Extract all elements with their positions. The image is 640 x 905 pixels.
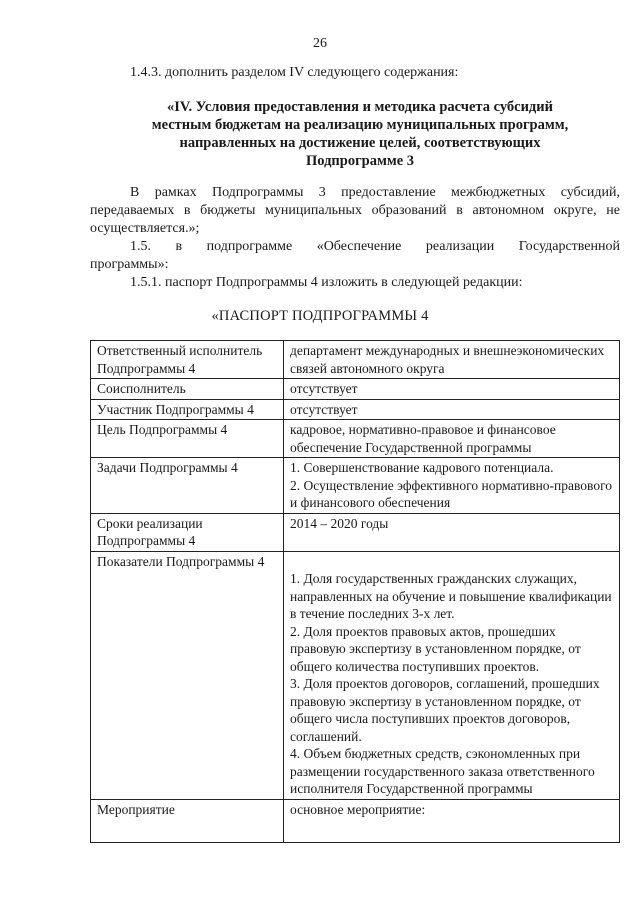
section-heading [100,98,620,170]
passport-value-line: отсутствует [290,381,358,396]
passport-value [284,458,620,514]
passport-value-line: 2014 – 2020 годы [290,515,389,531]
passport-value [284,341,620,379]
passport-label: Участник Подпрограммы 4 [91,399,284,420]
passport-value-spacer [290,553,613,571]
section-heading-line-2: местным бюджетам на реализацию муниципальных программ, [151,117,569,133]
section-heading-line-3: направленных на достижение целей, соответствующих [179,135,541,151]
section-heading-line-1: «IV. Условия предоставления и методика расчета субсидий [167,99,553,115]
passport-label: Задачи Подпрограммы 4 [91,458,284,514]
passport-value-line: 1. Доля государственных гражданских служащих, направленных на обучение и повышение квалификации в течение последних 3-х лет. [290,571,612,621]
section-heading-line-4: Подпрограмме 3 [305,153,415,169]
passport-row-tasks [91,458,620,514]
passport-label: Мероприятие [91,799,284,842]
passport-row-responsible [91,341,620,379]
passport-value-line: кадровое, нормативно-правовое и финансовое обеспечение Государственной программы [290,422,556,455]
item-1-5-1: 1.5.1. паспорт Подпрограммы 4 изложить в следующей редакции: [130,275,523,290]
passport-label: Цель Подпрограммы 4 [91,420,284,458]
item-1-4-3: 1.4.3. дополнить разделом IV следующего содержания: [130,65,459,80]
passport-value-line: основное мероприятие: [290,801,426,817]
passport-title: «ПАСПОРТ ПОДПРОГРАММЫ 4 [211,308,429,324]
passport-row-goal [91,420,620,458]
passport-table [90,340,620,843]
passport-value [284,420,620,458]
passport-label: Соисполнитель [91,379,284,400]
page-number: 26 [313,36,327,51]
passport-row-activity [91,799,620,842]
passport-value [284,379,620,400]
passport-label: Сроки реализации Подпрограммы 4 [91,513,284,551]
passport-value-line: 1. Совершенствование кадрового потенциала. [290,460,554,475]
passport-value-line: 3. Доля проектов договоров, соглашений, прошедших правовую экспертизу в установленном порядке, от общего числа поступивших проектов договоров, соглашений. [290,676,600,744]
passport-value-line: 2. Доля проектов правовых актов, прошедших правовую экспертизу в установленном порядке, от общего количества поступивших проектов. [290,623,581,674]
passport-row-indicators [91,551,620,799]
passport-value-line: департамент международных и внешнеэкономических связей автономного округа [290,343,605,376]
passport-value [284,551,620,799]
passport-value [284,799,620,842]
passport-row-terms [91,513,620,551]
paragraph-subprogram-3: В рамках Подпрограммы 3 предоставление межбюджетных субсидий, передаваемых в бюджеты муниципальных образований в автономном округе, не осуществляется.»; [90,185,620,236]
passport-value-line: отсутствует [290,401,358,417]
passport-value-line: 4. Объем бюджетных средств, сэкономленных при размещении государственного заказа ответственного исполнителя Государственной программы [290,746,595,796]
passport-value [284,399,620,420]
item-1-5-line-1: 1.5. в подпрограмме «Обеспечение реализации Государственной [130,239,620,254]
passport-row-participant [91,399,620,420]
item-1-5-line-2: программы»: [90,257,169,272]
passport-row-co-executor [91,379,620,400]
passport-value [284,513,620,551]
passport-label: Ответственный исполнитель Подпрограммы 4 [91,341,284,379]
passport-value-line: 2. Осуществление эффективного нормативно-правового и финансового обеспечения [290,477,613,510]
passport-label: Показатели Подпрограммы 4 [91,551,284,799]
